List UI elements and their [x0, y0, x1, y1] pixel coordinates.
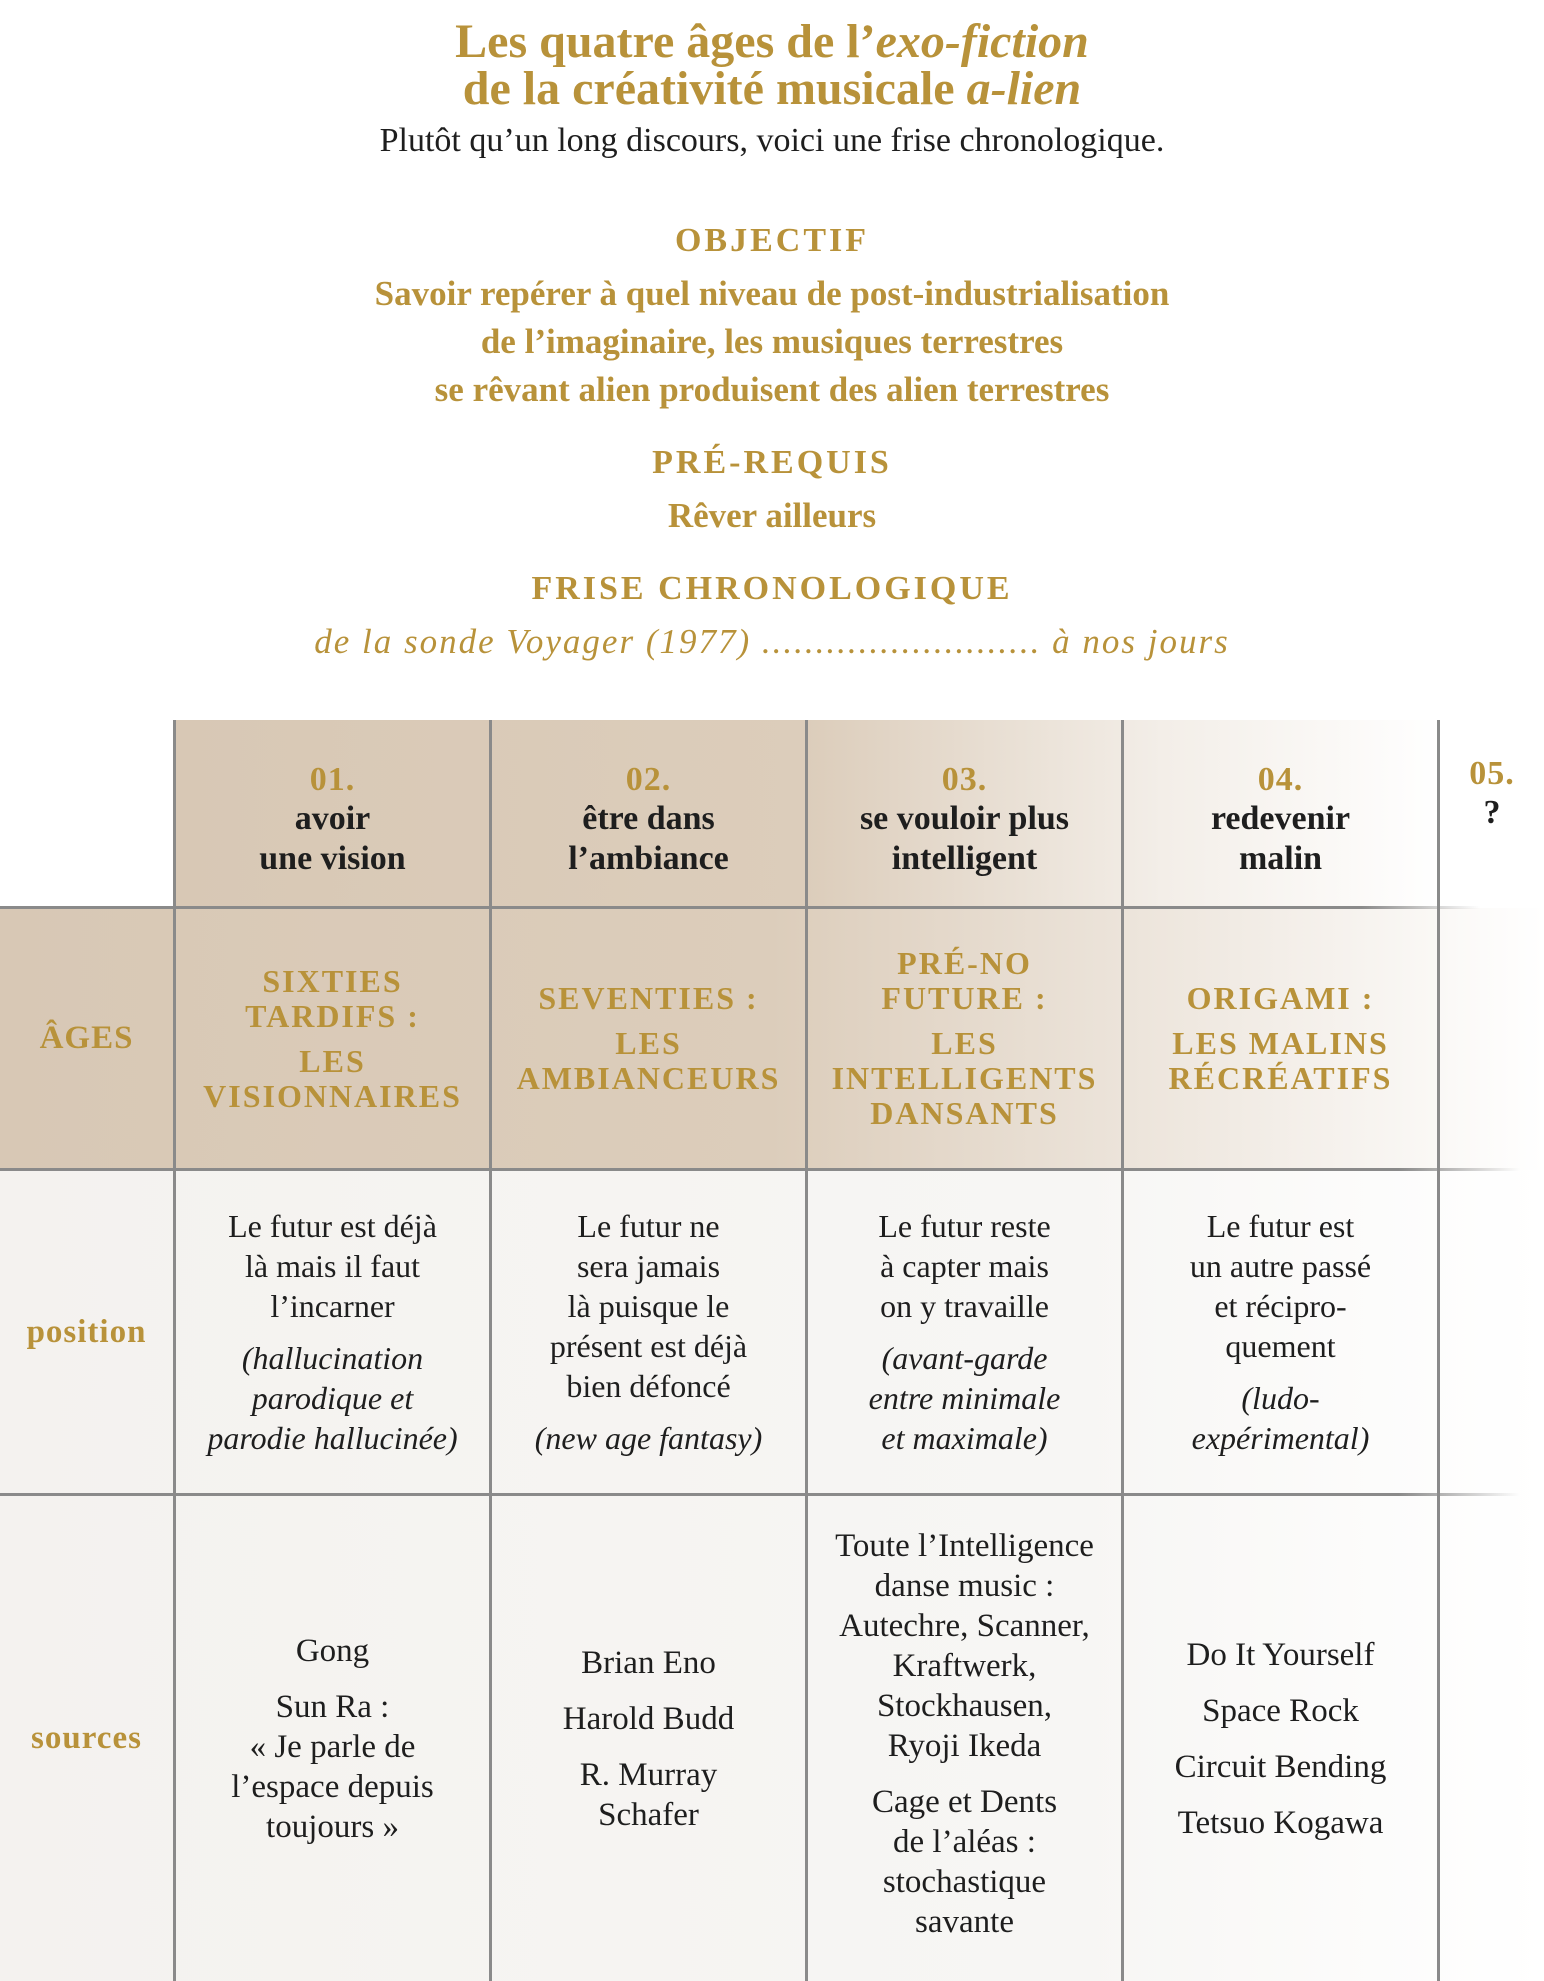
position-note: et maximale)	[881, 1420, 1048, 1456]
source-item: Do It Yourself	[1186, 1636, 1375, 1673]
objectif-line: de l’imaginaire, les musiques terrestres	[480, 322, 1064, 361]
page-subtitle: Plutôt qu’un long discours, voici une frise chronologique.	[379, 122, 1165, 159]
source-item: Circuit Bending	[1174, 1748, 1387, 1785]
position-line: quement	[1225, 1328, 1336, 1364]
age-line: LES MALINS	[1172, 1025, 1389, 1061]
column-number: 03.	[941, 761, 988, 798]
position-line: présent est déjà	[549, 1328, 748, 1364]
position-note: expérimental)	[1191, 1420, 1370, 1456]
objectif-heading: OBJECTIF	[674, 222, 870, 259]
position-line: Le futur ne	[577, 1208, 720, 1244]
age-cell-03	[808, 909, 1121, 1168]
row-label-position: position	[26, 1313, 147, 1350]
source-item: Tetsuo Kogawa	[1177, 1804, 1384, 1841]
position-line: Le futur est	[1206, 1208, 1355, 1244]
position-cell-04	[1124, 1171, 1437, 1493]
age-line: DANSANTS	[870, 1095, 1059, 1131]
position-line: l’incarner	[270, 1288, 395, 1324]
position-line: Le futur est déjà	[228, 1208, 437, 1244]
column-phase-line: une vision	[259, 840, 406, 877]
column-phase-line: l’ambiance	[568, 840, 729, 877]
column-phase-line: intelligent	[891, 840, 1038, 877]
frise-subtitle: de la sonde Voyager (1977) .......................... à nos jours	[314, 622, 1230, 661]
age-line: LES	[299, 1042, 366, 1079]
row-label-ages: ÂGES	[39, 1020, 134, 1056]
age-line: VISIONNAIRES	[203, 1077, 462, 1114]
sources-cell-02	[492, 1496, 805, 1981]
sources-cell-04	[1124, 1496, 1437, 1981]
age-line: PRÉ-NO	[897, 945, 1032, 981]
position-note: parodique et	[251, 1380, 414, 1416]
position-line: à capter mais	[880, 1248, 1049, 1284]
position-note: (ludo-	[1241, 1380, 1320, 1416]
page-title-line-1	[0, 15, 1544, 68]
position-note: entre minimale	[868, 1380, 1061, 1416]
sources-cell-01	[176, 1496, 489, 1981]
column-number: 02.	[625, 761, 672, 798]
column-number: 04.	[1257, 761, 1304, 798]
position-note: (avant-garde	[881, 1340, 1048, 1376]
age-line: LES	[931, 1025, 998, 1061]
source-item: Toute l’Intelligence danse music : Autechre, Scanner, Kraftwerk, Stockhausen, Ryoji Ikeda	[835, 1528, 1094, 1764]
age-line: FUTURE :	[881, 980, 1048, 1016]
position-line: sera jamais	[576, 1248, 721, 1284]
column-number: 05.	[1469, 755, 1515, 792]
row-label-sources: sources	[31, 1720, 142, 1756]
source-item: Sun Ra : « Je parle de l’espace depuis toujours »	[231, 1688, 434, 1845]
objectif-line: Savoir repérer à quel niveau de post-industrialisation	[374, 274, 1170, 313]
column-phase-line: ?	[1483, 794, 1501, 831]
position-line: et récipro-	[1214, 1288, 1347, 1324]
column-phase-line: être dans	[582, 800, 715, 837]
age-cell-04	[1124, 909, 1437, 1168]
age-line: TARDIFS :	[245, 997, 420, 1034]
position-line: un autre passé	[1189, 1248, 1372, 1284]
column-header-05	[1440, 735, 1544, 905]
column-phase-line: se vouloir plus	[859, 800, 1070, 837]
column-number: 01.	[309, 761, 356, 798]
sources-cell-03	[808, 1496, 1121, 1981]
position-note: (hallucination	[241, 1340, 424, 1376]
position-note: (new age fantasy)	[534, 1420, 763, 1456]
position-cell-02	[492, 1171, 805, 1493]
age-cell-01	[176, 909, 489, 1168]
position-line: Le futur reste	[878, 1208, 1051, 1244]
age-cell-02	[492, 909, 805, 1168]
title-italic-text: a-lien	[966, 62, 1082, 115]
title-italic-text: exo-fiction	[875, 15, 1089, 68]
column-phase-line: avoir	[294, 800, 371, 837]
age-line: INTELLIGENTS	[831, 1060, 1098, 1096]
age-line: SEVENTIES :	[538, 980, 759, 1016]
age-line: SIXTIES	[262, 962, 403, 999]
position-line: là mais il faut	[244, 1248, 421, 1284]
source-item: Cage et Dents de l’aléas : stochastique savante	[871, 1784, 1058, 1940]
age-line: ORIGAMI :	[1186, 980, 1375, 1016]
source-item: Brian Eno	[581, 1644, 716, 1681]
title-main-text: de la créativité musicale	[462, 62, 967, 115]
source-item: R. Murray Schafer	[579, 1756, 718, 1833]
prerequis-heading: PRÉ-REQUIS	[652, 444, 892, 481]
position-line: bien défoncé	[566, 1368, 731, 1404]
frise-heading: FRISE CHRONOLOGIQUE	[531, 570, 1013, 607]
column-header-04	[1124, 735, 1437, 905]
source-item: Gong	[295, 1632, 370, 1669]
source-item: Harold Budd	[562, 1700, 735, 1737]
age-line: LES	[615, 1025, 682, 1061]
prerequis-text: Rêver ailleurs	[667, 496, 877, 535]
column-phase-line: malin	[1238, 840, 1323, 877]
grid-line	[1437, 720, 1440, 1981]
column-phase-line: redevenir	[1210, 800, 1351, 837]
objectif-line: se rêvant alien produisent des alien terrestres	[434, 370, 1110, 409]
position-line: là puisque le	[567, 1288, 730, 1324]
column-header-02	[492, 735, 805, 905]
position-line: on y travaille	[880, 1288, 1049, 1324]
position-cell-03	[808, 1171, 1121, 1493]
column-header-01	[176, 735, 489, 905]
age-line: AMBIANCEURS	[516, 1060, 781, 1096]
position-cell-01	[176, 1171, 489, 1493]
position-note: parodie hallucinée)	[207, 1420, 458, 1456]
source-item: Space Rock	[1202, 1692, 1359, 1729]
age-line: RÉCRÉATIFS	[1168, 1060, 1393, 1096]
column-header-03	[808, 735, 1121, 905]
page-title-line-2	[0, 62, 1544, 115]
title-main-text: Les quatre âges de l’	[455, 15, 876, 68]
